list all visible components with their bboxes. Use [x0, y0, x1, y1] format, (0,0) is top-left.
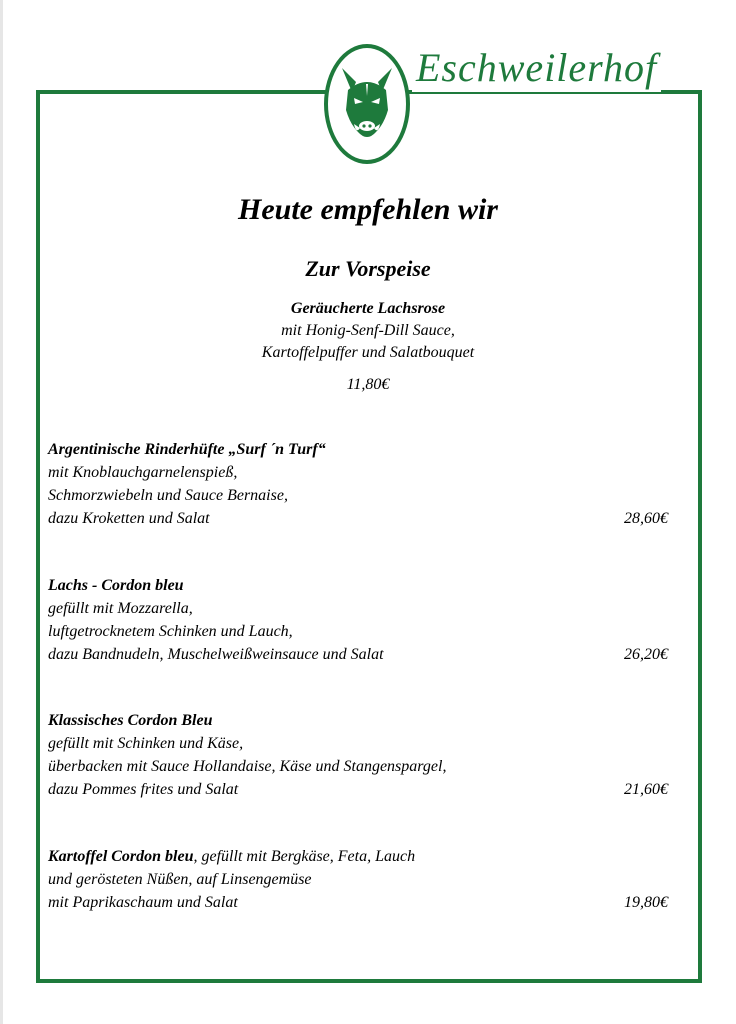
- dish-item: [48, 709, 668, 801]
- dish-price: 21,60€: [624, 781, 668, 798]
- dish-price: 26,20€: [624, 646, 668, 663]
- starter-section-title: Zur Vorspeise: [305, 256, 431, 281]
- dish-item: [48, 574, 668, 666]
- dish-description-line: gefüllt mit Mozzarella,: [48, 600, 193, 617]
- logo: [324, 44, 410, 164]
- dish-description-line: dazu Bandnudeln, Muschelweißweinsauce und Salat: [48, 646, 384, 663]
- dish-item: [48, 845, 668, 914]
- starter-description-line: mit Honig-Senf-Dill Sauce,: [281, 322, 455, 339]
- dish-description-line: luftgetrocknetem Schinken und Lauch,: [48, 623, 293, 640]
- dish-description-line: überbacken mit Sauce Hollandaise, Käse und Stangenspargel,: [48, 758, 447, 775]
- dish-description-line: gefüllt mit Schinken und Käse,: [48, 735, 244, 752]
- dish-price: 19,80€: [624, 894, 668, 911]
- dish-description-line: dazu Pommes frites und Salat: [48, 781, 239, 798]
- dish-item: [48, 438, 668, 530]
- boar-head-icon: [336, 62, 398, 146]
- dish-price: 28,60€: [624, 510, 668, 527]
- page-title: Heute empfehlen wir: [238, 193, 498, 226]
- dish-name: Kartoffel Cordon bleu: [48, 848, 194, 865]
- brand-name: Eschweilerhof: [412, 44, 661, 92]
- dish-description-line: mit Knoblauchgarnelenspieß,: [48, 464, 238, 481]
- starter-price: 11,80€: [346, 376, 390, 393]
- dish-name: Lachs - Cordon bleu: [48, 577, 184, 594]
- dish-description-line: mit Paprikaschaum und Salat: [48, 894, 238, 911]
- dish-name-suffix: , gefüllt mit Bergkäse, Feta, Lauch: [193, 848, 416, 865]
- page-edge: [0, 0, 3, 1024]
- starter-description-line: Kartoffelpuffer und Salatbouquet: [261, 344, 475, 361]
- dish-name: Argentinische Rinderhüfte „Surf ´n Turf“: [48, 441, 326, 458]
- dish-description-line: und gerösteten Nüßen, auf Linsengemüse: [48, 871, 312, 888]
- dish-description-line: Schmorzwiebeln und Sauce Bernaise,: [48, 487, 288, 504]
- dish-name: Klassisches Cordon Bleu: [48, 712, 213, 729]
- dish-description-line: dazu Kroketten und Salat: [48, 510, 210, 527]
- starter-name: Geräucherte Lachsrose: [290, 300, 446, 317]
